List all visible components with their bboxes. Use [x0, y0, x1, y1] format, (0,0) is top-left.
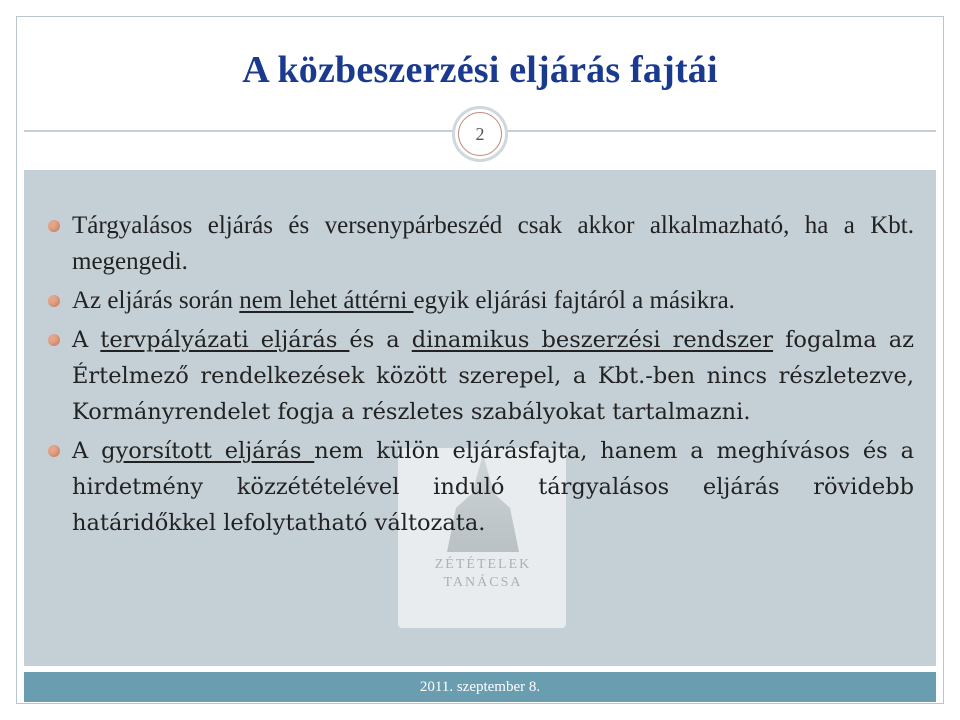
page-number: 2: [458, 112, 502, 156]
bullet-3-text-c: fogalma az Értelmező rendelkezések között szerepel, a Kbt.-ben nincs részletezve, Kormányrendelet fogja a részletes szabályokat tartalmazni.: [72, 327, 914, 425]
watermark-text: [418, 556, 548, 592]
bullet-item-3: [72, 322, 914, 430]
bullet-4-text-b: nem külön eljárásfajta, hanem a meghívásos és a hirdetmény közzétételével induló tárgyalásos eljárás rövidebb határidőkkel lefolytatható változata.: [72, 438, 914, 536]
bullet-item-2: [72, 283, 914, 319]
footer-bar: [24, 672, 936, 702]
bullet-4-underlined: gyorsított eljárás: [101, 438, 315, 464]
bullet-1-text: Tárgyalásos eljárás és versenypárbeszéd csak akkor alkalmazható, ha a Kbt. megengedi.: [72, 212, 914, 275]
bullet-2-underlined: nem lehet áttérni: [239, 287, 414, 314]
bullet-3-text-a: A: [72, 327, 101, 353]
bullet-item-1: [72, 208, 914, 280]
page-number-badge: [452, 106, 508, 162]
bullet-3-text-b: és a: [349, 327, 412, 353]
bullet-3-underlined-1: tervpályázati eljárás: [100, 327, 350, 353]
footer-date: 2011. szeptember 8.: [419, 679, 541, 695]
watermark-line-2: TANÁCSA: [443, 575, 523, 590]
bullet-2-text-a: Az eljárás során: [72, 287, 240, 314]
bullet-4-text-a: A: [72, 438, 102, 464]
bullet-3-underlined-2: dinamikus beszerzési rendszer: [411, 327, 774, 353]
bullet-2-text-b: egyik eljárási fajtáról a másikra.: [413, 287, 735, 314]
bullet-list: [72, 208, 914, 544]
bullet-item-4: [72, 433, 914, 541]
watermark-line-1: ZÉTÉTELEK: [434, 557, 532, 572]
slide-title: A közbeszerzési eljárás fajtái: [242, 49, 718, 91]
